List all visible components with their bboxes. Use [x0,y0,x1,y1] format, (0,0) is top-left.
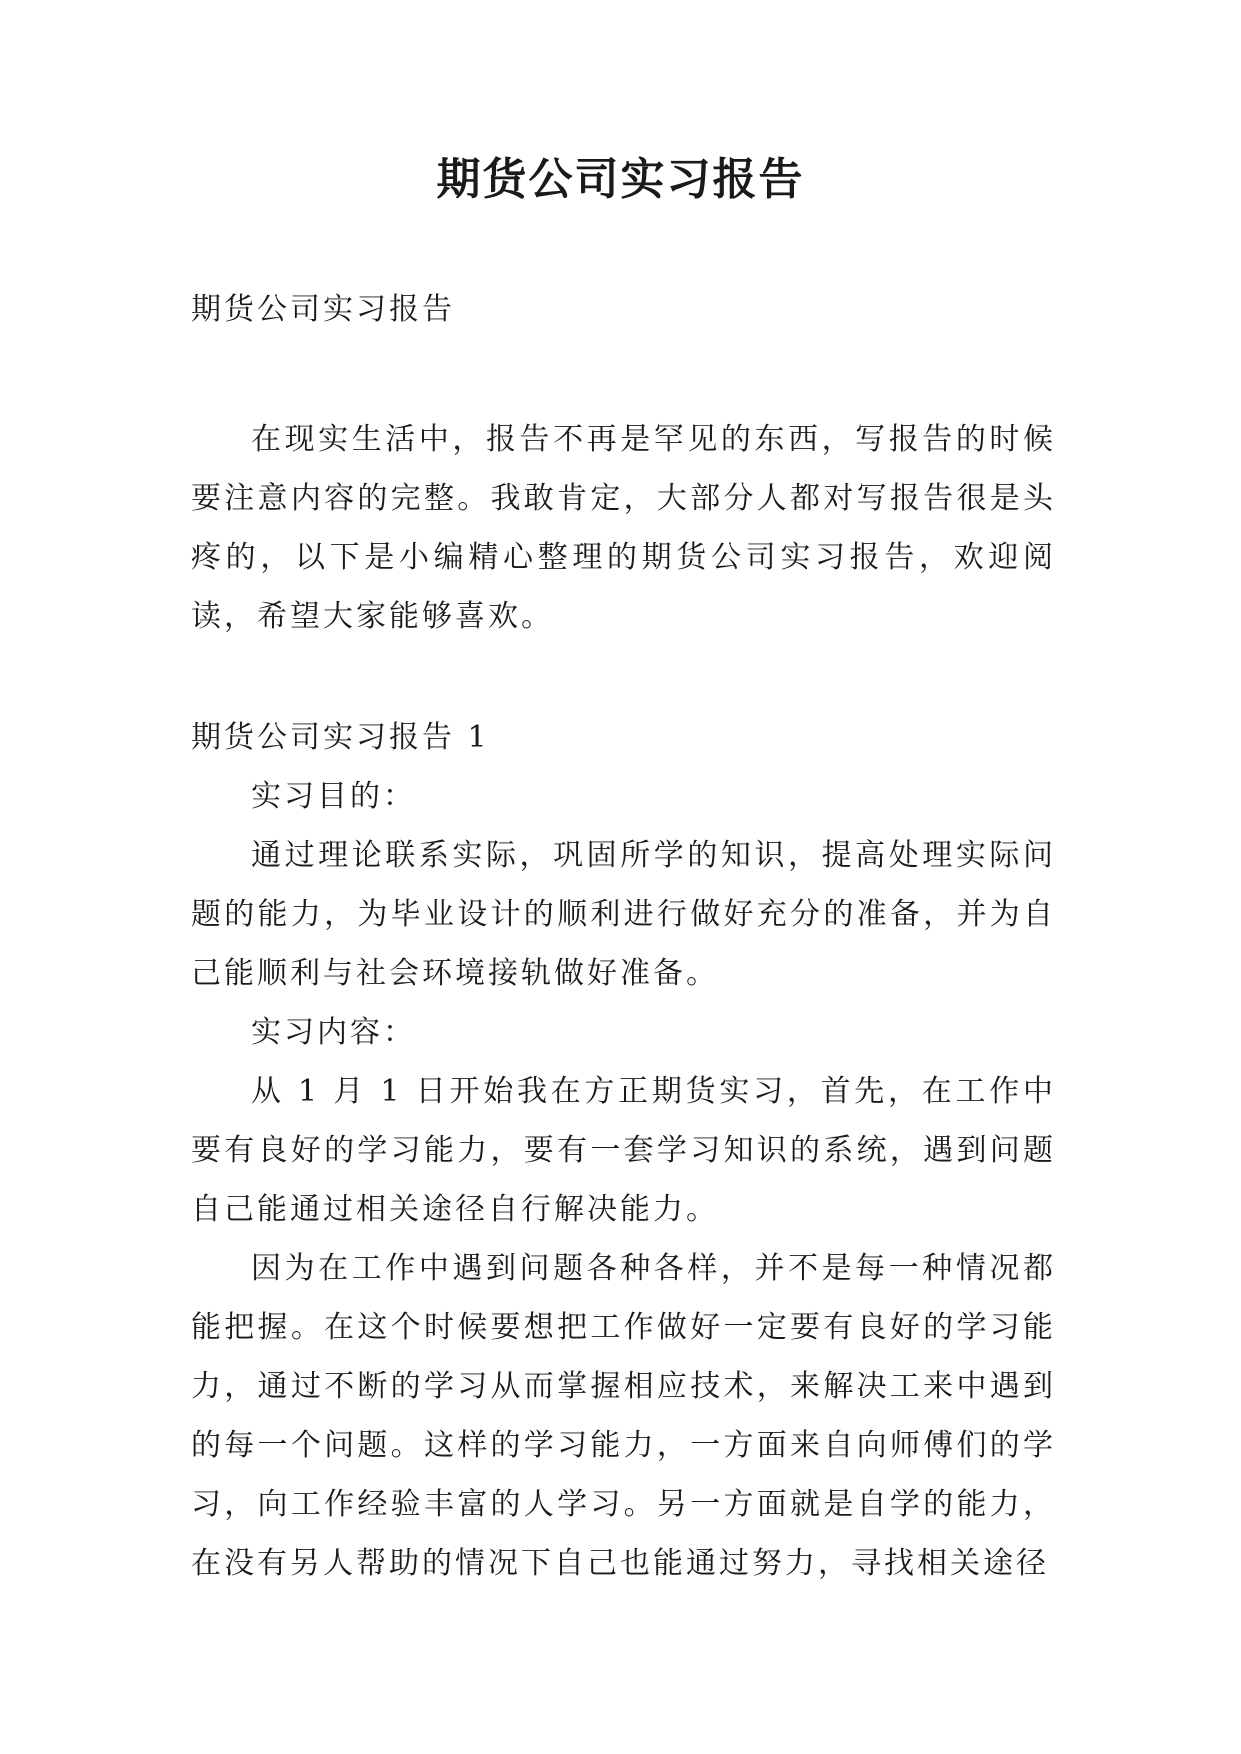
paragraph-purpose-label: 实习目的： [251,779,416,814]
paragraph-purpose: 通过理论联系实际，巩固所学的知识，提高处理实际问题的能力，为毕业设计的顺利进行做好充分的准备，并为自己能顺利与社会环境接轨做好准备。 [191,838,1056,991]
paragraph-start: 从 1 月 1 日开始我在方正期货实习，首先，在工作中要有良好的学习能力，要有一套学习知识的系统，遇到问题自己能通过相关途径自行解决能力。 [191,1074,1056,1227]
section-heading: 期货公司实习报告 1 [191,720,490,755]
document-body [191,290,1056,1593]
paragraph-content-label: 实习内容： [251,1015,416,1050]
document-title: 期货公司实习报告 [436,154,805,205]
paragraph-learning: 因为在工作中遇到问题各种各样，并不是每一种情况都能把握。在这个时候要想把工作做好一定要有良好的学习能力，通过不断的学习从而掌握相应技术，来解决工来中遇到的每一个问题。这样的学习能力，一方面来自向师傅们的学习，向工作经验丰富的人学习。另一方面就是自学的能力，在没有另人帮助的情况下自己也能通过努力，寻找相关途径 [191,1251,1056,1581]
document-subtitle: 期货公司实习报告 [191,292,455,327]
intro-paragraph: 在现实生活中，报告不再是罕见的东西，写报告的时候要注意内容的完整。我敢肯定，大部分人都对写报告很是头疼的，以下是小编精心整理的期货公司实习报告，欢迎阅读，希望大家能够喜欢。 [191,422,1056,634]
